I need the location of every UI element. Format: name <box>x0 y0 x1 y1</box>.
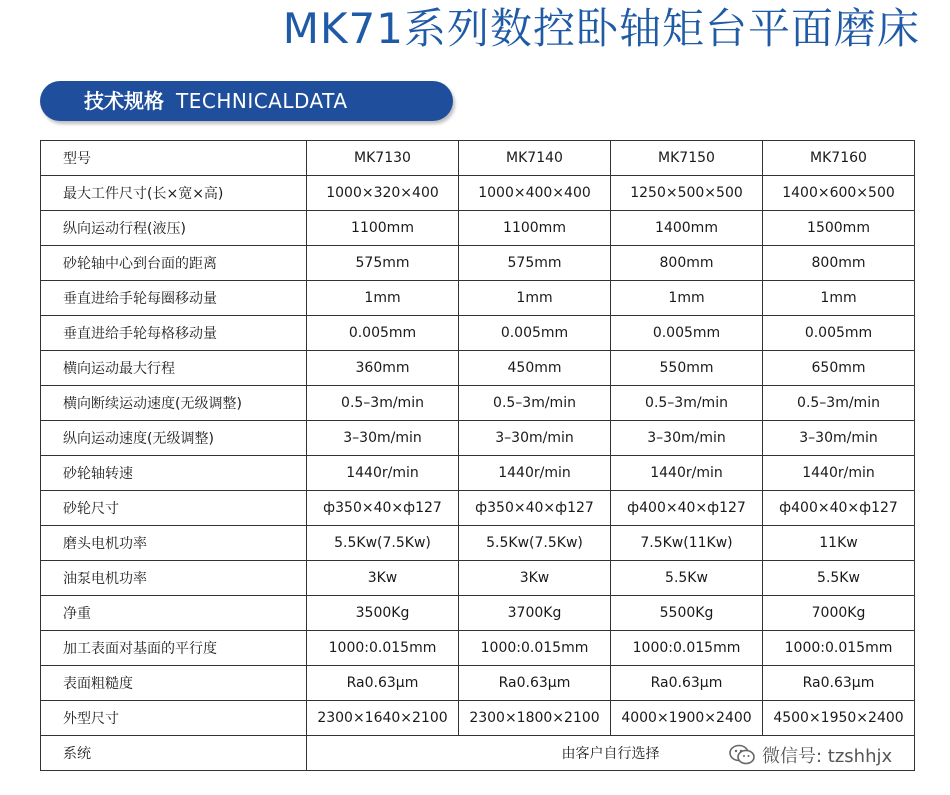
spec-cell: 650mm <box>763 351 915 386</box>
spec-cell: 1mm <box>611 281 763 316</box>
spec-row-label: 纵向运动行程(液压) <box>41 211 307 246</box>
spec-cell: Ra0.63μm <box>459 666 611 701</box>
spec-cell: 0.005mm <box>459 316 611 351</box>
spec-row <box>41 456 915 491</box>
spec-table-body <box>41 141 915 771</box>
spec-cell: MK7140 <box>459 141 611 176</box>
spec-row-label: 纵向运动速度(无级调整) <box>41 421 307 456</box>
spec-cell: 1440r/min <box>611 456 763 491</box>
spec-row <box>41 666 915 701</box>
spec-cell: 1000×320×400 <box>307 176 459 211</box>
spec-cell: 1000:0.015mm <box>307 631 459 666</box>
spec-cell: 2300×1800×2100 <box>459 701 611 736</box>
spec-cell: 0.005mm <box>611 316 763 351</box>
spec-cell: 0.005mm <box>763 316 915 351</box>
spec-row-label: 表面粗糙度 <box>41 666 307 701</box>
spec-cell: MK7160 <box>763 141 915 176</box>
wechat-watermark <box>728 741 892 769</box>
spec-row-label: 横向断续运动速度(无级调整) <box>41 386 307 421</box>
spec-cell: 5500Kg <box>611 596 763 631</box>
spec-row-label: 垂直进给手轮每圈移动量 <box>41 281 307 316</box>
spec-row-label: 加工表面对基面的平行度 <box>41 631 307 666</box>
spec-row-label: 横向运动最大行程 <box>41 351 307 386</box>
spec-cell: 1440r/min <box>763 456 915 491</box>
spec-cell: 1100mm <box>459 211 611 246</box>
spec-cell: 360mm <box>307 351 459 386</box>
section-title-cn: 技术规格 <box>84 89 164 113</box>
spec-row-label: 砂轮尺寸 <box>41 491 307 526</box>
spec-cell: 0.5–3m/min <box>611 386 763 421</box>
spec-cell: Ra0.63μm <box>307 666 459 701</box>
spec-cell: 1000:0.015mm <box>459 631 611 666</box>
spec-cell: 1000×400×400 <box>459 176 611 211</box>
spec-cell: 0.5–3m/min <box>307 386 459 421</box>
spec-row <box>41 631 915 666</box>
spec-cell-system: 由客户自行选择 <box>307 736 915 771</box>
spec-cell: ф350×40×ф127 <box>459 491 611 526</box>
spec-row-label: 磨头电机功率 <box>41 526 307 561</box>
spec-cell: 1500mm <box>763 211 915 246</box>
spec-cell: 1250×500×500 <box>611 176 763 211</box>
spec-cell: 1440r/min <box>459 456 611 491</box>
spec-cell: 3–30m/min <box>307 421 459 456</box>
spec-row <box>41 176 915 211</box>
spec-cell: 7000Kg <box>763 596 915 631</box>
spec-cell: 3–30m/min <box>763 421 915 456</box>
spec-cell: ф350×40×ф127 <box>307 491 459 526</box>
spec-row <box>41 526 915 561</box>
spec-row <box>41 596 915 631</box>
spec-cell: 4500×1950×2400 <box>763 701 915 736</box>
spec-cell: ф400×40×ф127 <box>611 491 763 526</box>
spec-cell: 5.5Kw <box>763 561 915 596</box>
spec-cell: 1440r/min <box>307 456 459 491</box>
section-header-banner <box>40 81 453 121</box>
section-title-en: TECHNICALDATA <box>176 89 348 113</box>
spec-row <box>41 386 915 421</box>
spec-cell: 2300×1640×2100 <box>307 701 459 736</box>
spec-row <box>41 141 915 176</box>
spec-row-label: 砂轮轴转速 <box>41 456 307 491</box>
spec-cell: Ra0.63μm <box>611 666 763 701</box>
spec-cell: 1100mm <box>307 211 459 246</box>
spec-row <box>41 421 915 456</box>
spec-row-label: 净重 <box>41 596 307 631</box>
spec-cell: 1000:0.015mm <box>611 631 763 666</box>
spec-row-label: 外型尺寸 <box>41 701 307 736</box>
spec-row <box>41 246 915 281</box>
spec-cell: 1mm <box>307 281 459 316</box>
spec-cell: 550mm <box>611 351 763 386</box>
spec-row-label: 型号 <box>41 141 307 176</box>
spec-cell: 1400×600×500 <box>763 176 915 211</box>
spec-row <box>41 211 915 246</box>
spec-cell: 0.5–3m/min <box>763 386 915 421</box>
spec-cell: 5.5Kw(7.5Kw) <box>307 526 459 561</box>
spec-cell: 3Kw <box>459 561 611 596</box>
spec-row <box>41 351 915 386</box>
wechat-icon <box>728 743 756 767</box>
spec-row <box>41 561 915 596</box>
spec-row <box>41 316 915 351</box>
spec-row <box>41 281 915 316</box>
spec-cell: 5.5Kw(7.5Kw) <box>459 526 611 561</box>
spec-cell: 1400mm <box>611 211 763 246</box>
spec-cell: 0.5–3m/min <box>459 386 611 421</box>
spec-cell: MK7150 <box>611 141 763 176</box>
spec-cell: 1mm <box>763 281 915 316</box>
spec-cell: 11Kw <box>763 526 915 561</box>
spec-table <box>40 140 915 771</box>
spec-cell: 3–30m/min <box>611 421 763 456</box>
spec-row <box>41 491 915 526</box>
watermark-text: 微信号: tzshhjx <box>762 746 893 767</box>
spec-row <box>41 701 915 736</box>
spec-row-label: 油泵电机功率 <box>41 561 307 596</box>
spec-row-label: 系统 <box>41 736 307 771</box>
spec-row-label: 砂轮轴中心到台面的距离 <box>41 246 307 281</box>
spec-cell: 3Kw <box>307 561 459 596</box>
spec-cell: Ra0.63μm <box>763 666 915 701</box>
spec-cell: 3–30m/min <box>459 421 611 456</box>
spec-cell: 1000:0.015mm <box>763 631 915 666</box>
spec-cell: 7.5Kw(11Kw) <box>611 526 763 561</box>
spec-cell: 800mm <box>611 246 763 281</box>
spec-cell: 575mm <box>459 246 611 281</box>
spec-cell: 800mm <box>763 246 915 281</box>
spec-cell: 450mm <box>459 351 611 386</box>
spec-row-label: 最大工件尺寸(长×宽×高) <box>41 176 307 211</box>
spec-cell: 3700Kg <box>459 596 611 631</box>
spec-cell: MK7130 <box>307 141 459 176</box>
spec-cell: 0.005mm <box>307 316 459 351</box>
spec-cell: 575mm <box>307 246 459 281</box>
spec-cell: 5.5Kw <box>611 561 763 596</box>
page-title: MK71系列数控卧轴矩台平面磨床 <box>282 4 920 53</box>
spec-row-label: 垂直进给手轮每格移动量 <box>41 316 307 351</box>
spec-cell: 4000×1900×2400 <box>611 701 763 736</box>
spec-cell: 1mm <box>459 281 611 316</box>
spec-cell: ф400×40×ф127 <box>763 491 915 526</box>
spec-cell: 3500Kg <box>307 596 459 631</box>
